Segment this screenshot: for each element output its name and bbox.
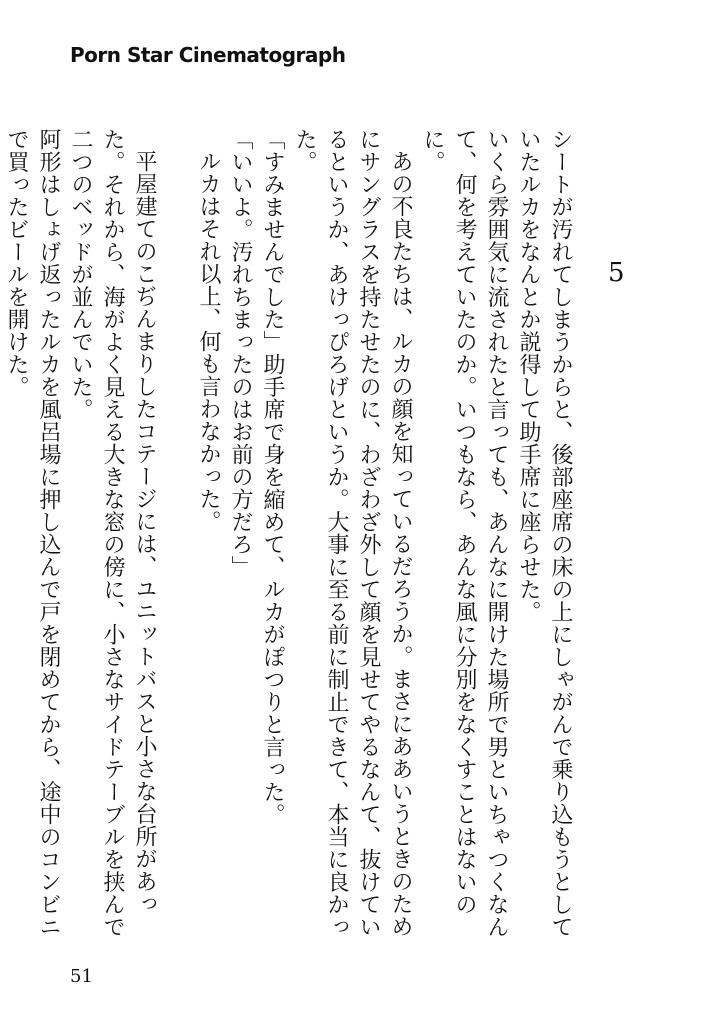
body-text: [0, 128, 576, 958]
paragraph: シートが汚れてしまうからと、後部座席の床の上にしゃがんで乗り込もうとしていたルカをなんとか説得して助手席に座らせた。: [516, 128, 573, 938]
page-number: 51: [70, 966, 93, 987]
book-title: Porn Star Cinematograph: [70, 43, 346, 67]
chapter-number: 5: [608, 258, 625, 288]
paragraph: 平屋建てのこぢんまりしたコテージには、ユニットバスと小さな台所があった。それから、海がよく見える大きな窓の傍に、小さなサイドテーブルを挟んで二つのベッドが並んでいた。: [68, 128, 157, 938]
paragraph: あの不良たちは、ルカの顔を知っているだろうか。まさにああいうときのためにサングラスを持たせたのに、わざわざ外して顔を見せてやるなんて、抜けているというか、あけっぴろげというか。大事に至る前に制止できて、本当に良かった。: [292, 128, 413, 938]
paragraph: ルカはそれ以上、何も言わなかった。: [196, 150, 221, 533]
blank-line: [160, 128, 192, 958]
paragraph: いくら雰囲気に流されたと言っても、あんなに開けた場所で男といちゃつくなんて、何を考えていたのか。いつもなら、あんな風に分別をなくすことはないのに。: [420, 128, 509, 938]
paragraph: 「すみませんでした」助手席で身を縮めて、ルカがぽつりと言った。: [260, 128, 285, 826]
paragraph: 阿形はしょげ返ったルカを風呂場に押し込んで戸を閉めてから、途中のコンビニで買ったビールを開けた。: [4, 128, 61, 938]
paragraph: 「いいよ。汚れちまったのはお前の方だろ」: [228, 128, 253, 578]
